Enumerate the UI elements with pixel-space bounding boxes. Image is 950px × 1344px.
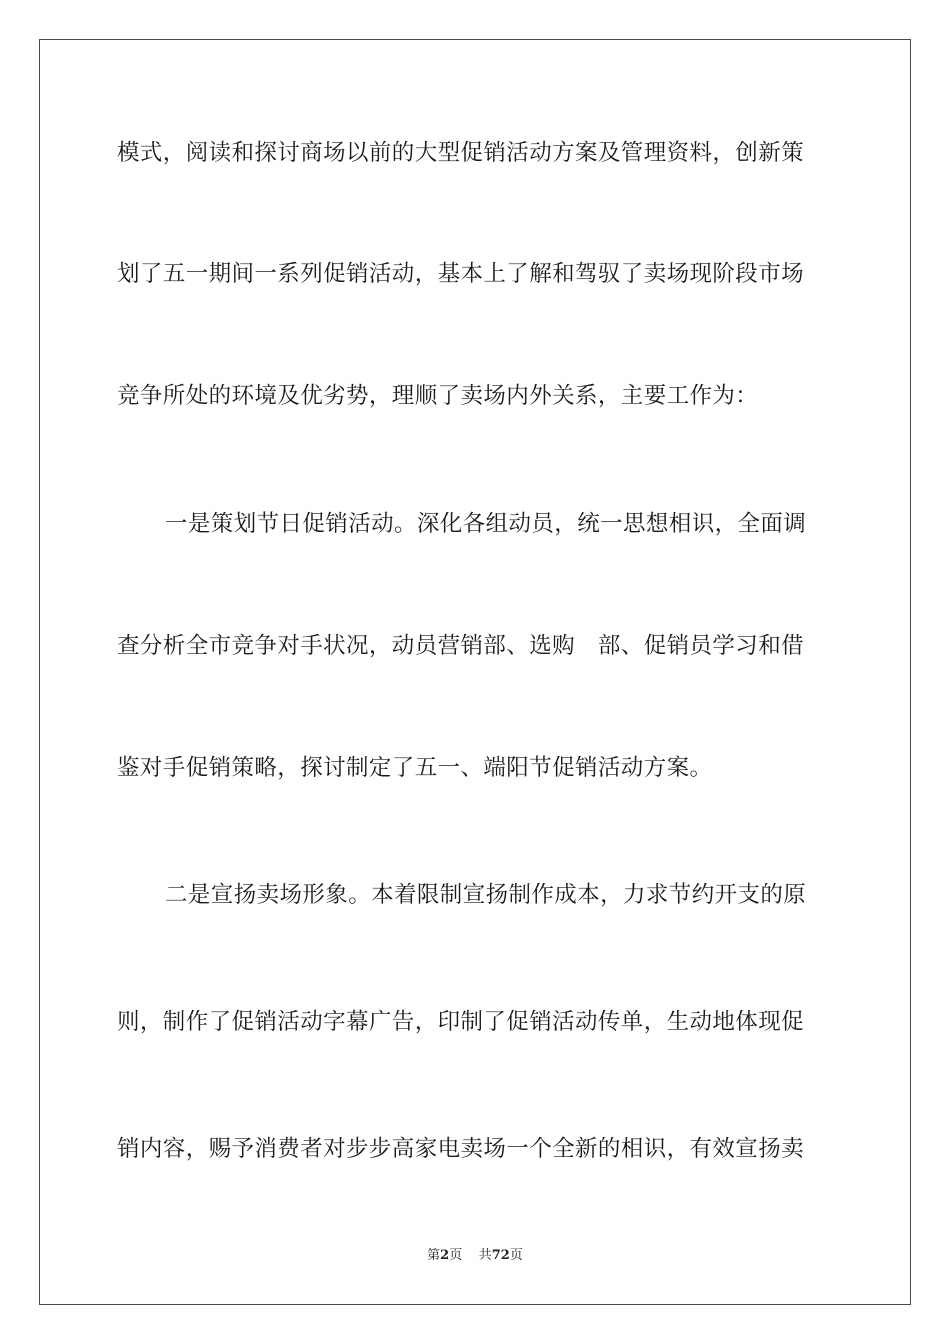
page-label-prefix: 第 xyxy=(427,1248,441,1263)
page-label-suffix: 页 xyxy=(449,1248,463,1263)
text-line: 销内容，赐予消费者对步步高家电卖场一个全新的相识，有效宣扬卖 xyxy=(117,1136,805,1162)
text-line: 查分析全市竞争对手状况，动员营销部、选购 部、促销员学习和借 xyxy=(117,633,805,659)
page-number: 2 xyxy=(440,1248,450,1263)
text-line: 竞争所处的环境及优劣势，理顺了卖场内外关系，主要工作为： xyxy=(117,383,759,409)
total-pages: 72 xyxy=(491,1248,510,1263)
total-label-prefix: 共 xyxy=(478,1248,492,1263)
page-footer xyxy=(0,1247,950,1265)
text-line: 鉴对手促销策略，探讨制定了五一、端阳节促销活动方案。 xyxy=(117,755,713,781)
paragraph-first-line: 一是策划节日促销活动。深化各组动员，统一思想相识，全面调 xyxy=(165,511,807,537)
text-line: 模式，阅读和探讨商场以前的大型促销活动方案及管理资料，创新策 xyxy=(117,140,805,166)
page-border xyxy=(39,39,911,1305)
text-line: 则，制作了促销活动字幕广告，印制了促销活动传单，生动地体现促 xyxy=(117,1009,805,1035)
paragraph-first-line: 二是宣扬卖场形象。本着限制宣扬制作成本，力求节约开支的原 xyxy=(165,882,807,908)
text-line: 划了五一期间一系列促销活动，基本上了解和驾驭了卖场现阶段市场 xyxy=(117,261,805,287)
total-label-suffix: 页 xyxy=(509,1248,523,1263)
